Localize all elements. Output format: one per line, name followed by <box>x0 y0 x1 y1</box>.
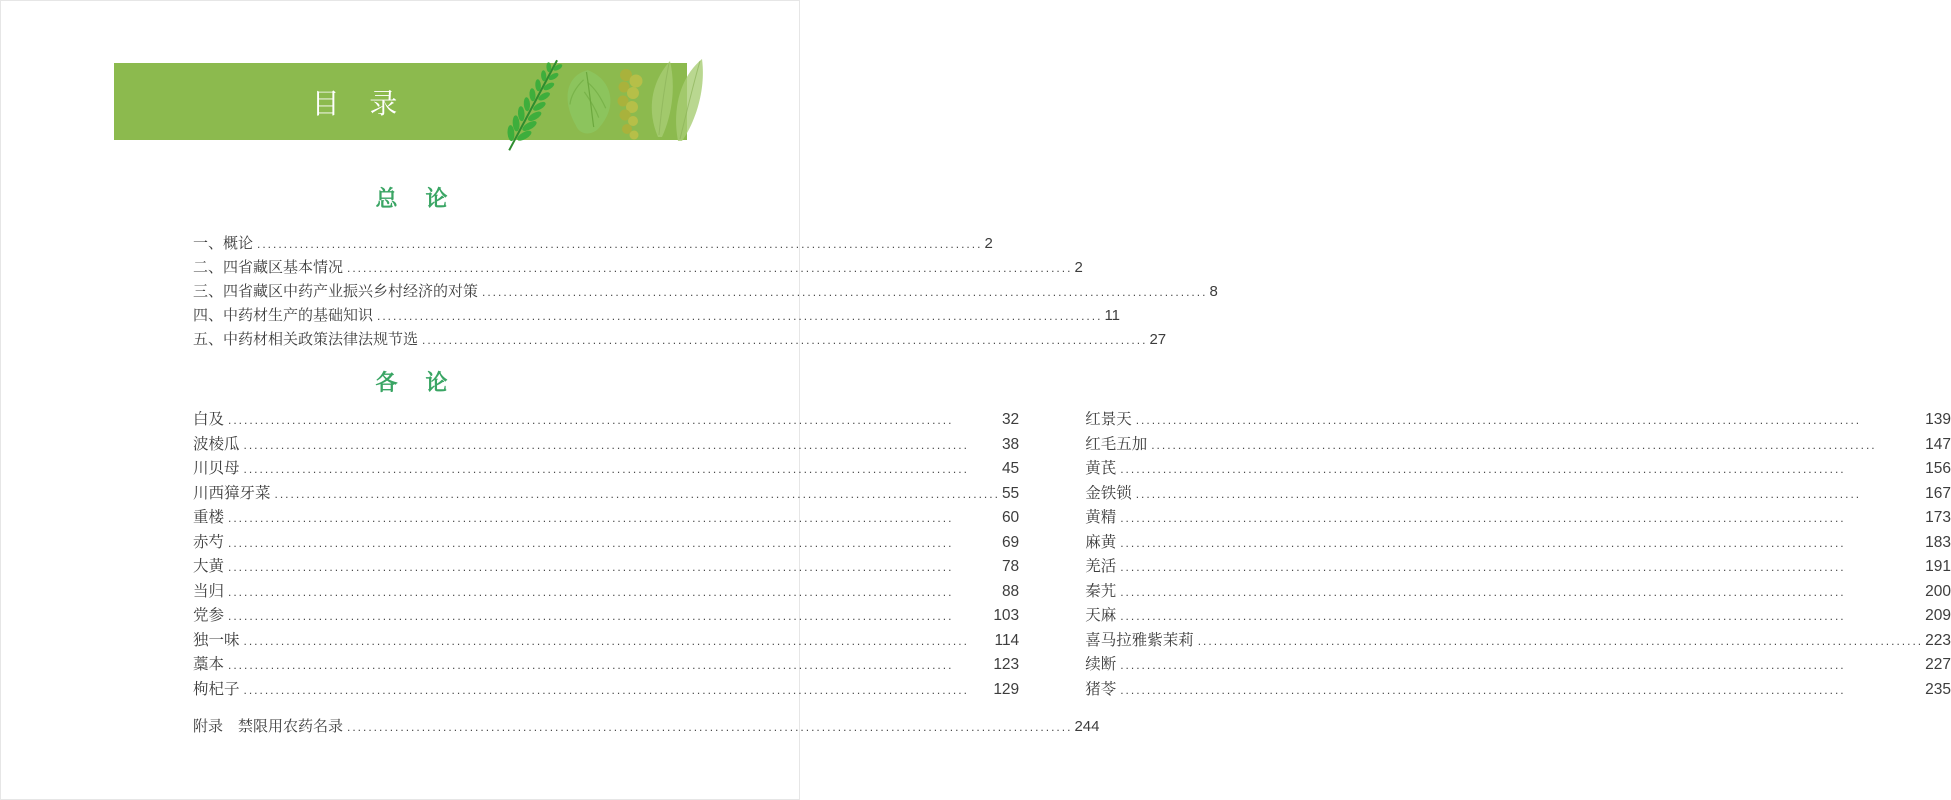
toc-entry-page: 78 <box>1001 558 1020 575</box>
toc-entry <box>193 232 993 256</box>
dot-leader <box>228 409 1000 433</box>
toc-entry-label: 三、四省藏区中药产业振兴乡村经济的对策 <box>193 283 479 300</box>
dot-leader <box>347 715 1072 739</box>
toc-entry-label: 猪苓 <box>1085 680 1117 698</box>
toc-entry-label: 赤芍 <box>193 533 225 551</box>
toc-entry <box>1085 531 1951 556</box>
toc-entry-label: 独一味 <box>193 631 240 649</box>
dot-leader <box>1120 507 1923 531</box>
toc-entry-page: 8 <box>1209 283 1218 300</box>
dot-leader <box>1136 483 1923 507</box>
dot-leader <box>1120 581 1923 605</box>
toc-entry <box>193 328 1167 352</box>
monograph-list-right <box>1085 408 1951 702</box>
dot-leader <box>1120 654 1923 678</box>
toc-entry-label: 天麻 <box>1085 607 1117 624</box>
toc-entry <box>193 304 1121 328</box>
toc-entry-page: 147 <box>1925 435 1951 453</box>
toc-entry-page: 55 <box>1001 484 1020 502</box>
toc-entry <box>1085 653 1951 678</box>
dot-leader <box>244 434 1000 458</box>
toc-entry <box>193 433 1019 458</box>
toc-entry-page: 38 <box>1001 435 1020 453</box>
page-title: 目 录 <box>311 87 400 119</box>
toc-entry-label: 五、中药材相关政策法律法规节选 <box>193 331 419 348</box>
toc-entry <box>193 580 1019 605</box>
section-heading-general: 总 论 <box>375 186 449 211</box>
toc-entry-page: 173 <box>1925 509 1951 526</box>
toc-entry-page: 88 <box>1001 582 1020 600</box>
toc-entry-label: 麻黄 <box>1085 533 1117 551</box>
toc-entry <box>1085 604 1951 629</box>
dot-leader <box>1120 532 1923 556</box>
toc-entry-page: 11 <box>1104 307 1121 324</box>
toc-entry-page: 156 <box>1925 460 1951 477</box>
toc-entry-label: 秦艽 <box>1085 582 1117 600</box>
toc-entry-label: 羌活 <box>1085 558 1117 575</box>
toc-entry <box>1085 580 1951 605</box>
dot-leader <box>228 654 991 678</box>
dot-leader <box>244 458 1000 482</box>
toc-entry-page: 223 <box>1925 631 1951 649</box>
toc-entry-page: 227 <box>1925 656 1951 673</box>
toc-entry-page: 167 <box>1925 484 1951 502</box>
toc-entry <box>193 256 1083 280</box>
dot-leader <box>377 304 1102 328</box>
toc-entry-label: 当归 <box>193 582 225 600</box>
toc-entry-label: 白及 <box>193 411 225 428</box>
dot-leader <box>1198 630 1923 654</box>
toc-entry-page: 2 <box>1074 259 1083 276</box>
dot-leader <box>244 630 993 654</box>
dot-leader <box>1120 458 1923 482</box>
berry-cluster-icon <box>618 69 643 140</box>
dot-leader <box>422 328 1147 352</box>
toc-entry <box>1085 506 1951 531</box>
toc-entry-page: 123 <box>993 656 1020 673</box>
toc-entry <box>1085 482 1951 507</box>
toc-entry-label: 喜马拉雅紫茉莉 <box>1085 631 1194 649</box>
toc-entry-label: 一、概论 <box>193 235 254 252</box>
toc-entry <box>1085 555 1951 580</box>
general-toc-list <box>193 232 1218 352</box>
dot-leader <box>1120 679 1923 703</box>
toc-entry-label: 四、中药材生产的基础知识 <box>193 307 374 324</box>
side-leaf-icon <box>652 59 703 141</box>
toc-entry <box>1085 433 1951 458</box>
monograph-columns <box>193 408 1951 702</box>
toc-entry-page: 27 <box>1149 331 1167 348</box>
toc-entry-label: 川贝母 <box>193 460 240 477</box>
toc-entry <box>1085 408 1951 433</box>
toc-content <box>193 186 1951 739</box>
toc-entry <box>193 531 1019 556</box>
dot-leader <box>1120 556 1923 580</box>
dot-leader <box>257 232 982 256</box>
toc-entry-label: 波棱瓜 <box>193 435 240 453</box>
toc-entry-page: 45 <box>1001 460 1020 477</box>
toc-entry <box>193 280 1218 304</box>
section-heading-monographs: 各 论 <box>375 370 449 395</box>
toc-entry <box>193 604 1019 629</box>
toc-entry-label: 黄芪 <box>1085 460 1117 477</box>
toc-entry <box>1085 457 1951 482</box>
dot-leader <box>244 679 992 703</box>
toc-entry-label: 红毛五加 <box>1085 435 1148 453</box>
toc-entry-label: 大黄 <box>193 558 225 575</box>
dot-leader <box>1136 409 1923 433</box>
toc-entry-page: 114 <box>994 631 1020 649</box>
toc-entry <box>193 629 1019 654</box>
appendix-label: 附录 禁限用农药名录 <box>193 718 344 735</box>
toc-entry-page: 32 <box>1001 411 1020 428</box>
toc-entry-label: 藁本 <box>193 656 225 673</box>
toc-entry-page: 69 <box>1001 533 1020 551</box>
appendix-entry <box>193 715 1100 739</box>
toc-entry-label: 二、四省藏区基本情况 <box>193 259 344 276</box>
toc-entry-label: 金铁锁 <box>1085 484 1132 502</box>
toc-entry-page: 129 <box>993 680 1020 698</box>
toc-entry-page: 191 <box>1925 558 1951 575</box>
dot-leader <box>1151 434 1923 458</box>
toc-entry <box>193 482 1019 507</box>
toc-entry-page: 200 <box>1925 582 1951 600</box>
toc-entry <box>1085 678 1951 703</box>
toc-entry-label: 红景天 <box>1085 411 1132 428</box>
dot-leader <box>228 605 991 629</box>
dot-leader <box>275 483 1000 507</box>
toc-entry-page: 139 <box>1925 411 1951 428</box>
dot-leader <box>1120 605 1923 629</box>
toc-entry-label: 重楼 <box>193 509 225 526</box>
dot-leader <box>228 581 1000 605</box>
toc-entry-page: 209 <box>1925 607 1951 624</box>
toc-entry <box>193 555 1019 580</box>
toc-entry <box>193 653 1019 678</box>
toc-entry-page: 183 <box>1925 533 1951 551</box>
dot-leader <box>228 507 1000 531</box>
dot-leader <box>228 532 1000 556</box>
toc-entry-label: 续断 <box>1085 656 1117 673</box>
banner <box>114 63 687 140</box>
toc-entry-page: 235 <box>1925 680 1951 698</box>
dot-leader <box>482 280 1207 304</box>
toc-entry <box>193 678 1019 703</box>
toc-entry-label: 党参 <box>193 607 225 624</box>
toc-entry-page: 2 <box>984 235 993 252</box>
toc-entry-label: 黄精 <box>1085 509 1117 526</box>
toc-entry-page: 103 <box>993 607 1020 624</box>
toc-entry <box>193 506 1019 531</box>
dot-leader <box>347 256 1072 280</box>
appendix-page: 244 <box>1074 718 1100 735</box>
toc-entry-label: 枸杞子 <box>193 680 240 698</box>
toc-entry <box>193 408 1019 433</box>
monograph-list-left <box>193 408 1019 702</box>
toc-entry <box>1085 629 1951 654</box>
toc-entry-label: 川西獐牙菜 <box>193 484 271 502</box>
dot-leader <box>228 556 1000 580</box>
toc-entry <box>193 457 1019 482</box>
toc-entry-page: 60 <box>1001 509 1020 526</box>
